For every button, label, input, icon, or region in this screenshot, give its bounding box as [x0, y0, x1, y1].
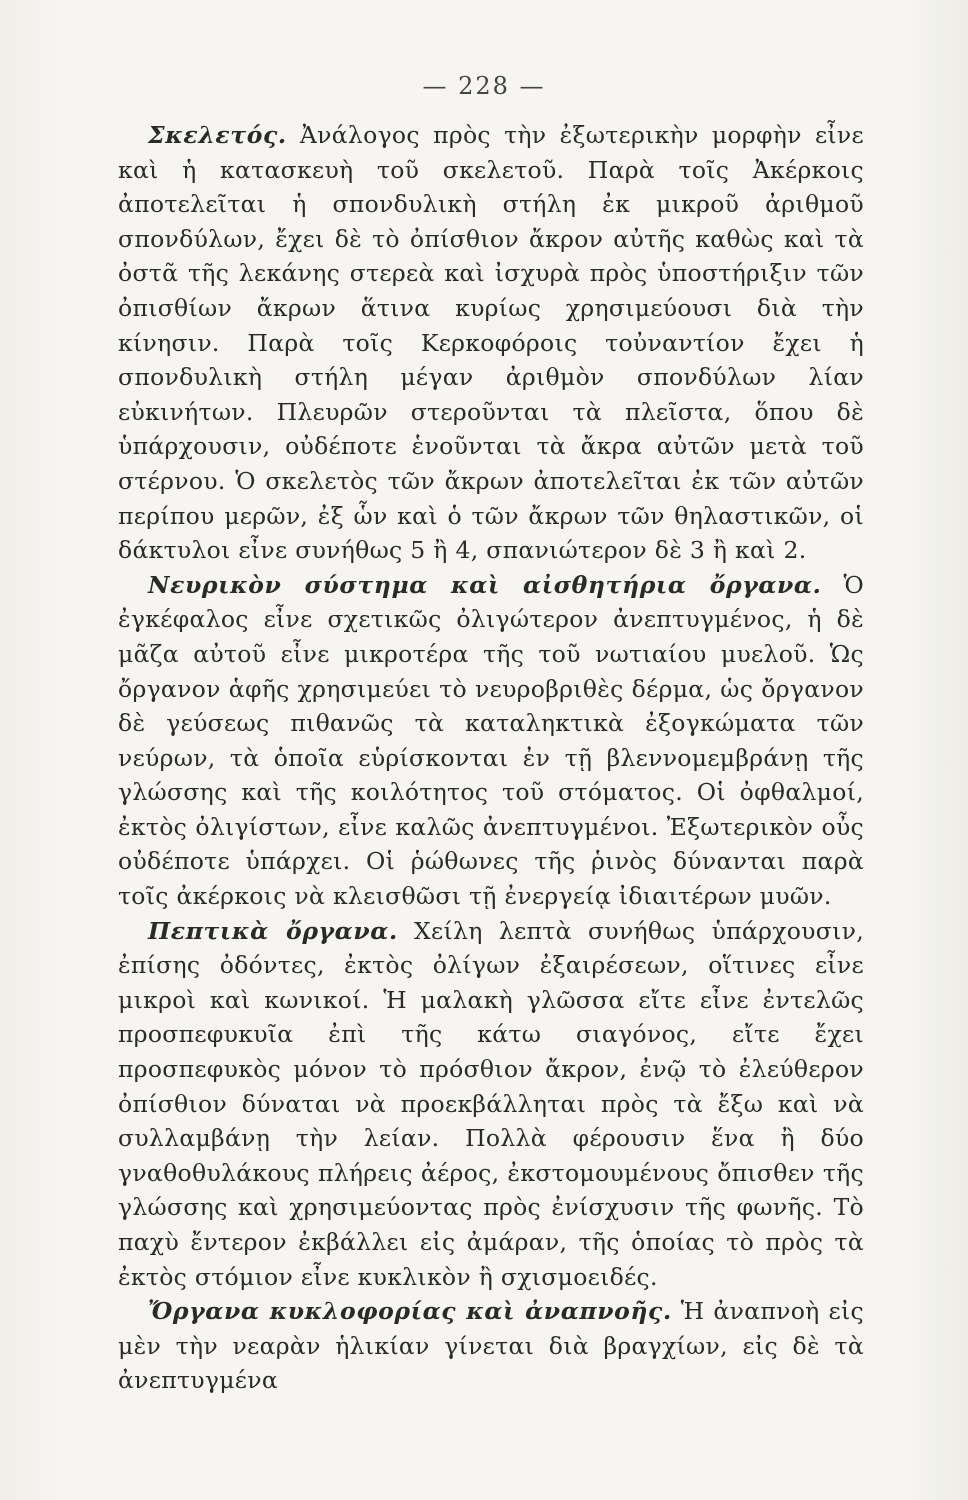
paragraph-circulation-respiration	[118, 1294, 864, 1398]
paragraph-text-circulation-respiration: Ἡ ἀναπνοὴ εἰς μὲν τὴν νεαρὰν ἡλικίαν γίνεται διὰ βραγχίων, εἰς δὲ τὰ ἀνεπτυγμένα	[118, 1297, 864, 1395]
section-heading-skeleton: Σκελετός.	[148, 121, 287, 149]
paragraph-text-digestive-organs: Χείλη λεπτὰ συνήθως ὑπάρχουσιν, ἐπίσης ὀδόντες, ἐκτὸς ὀλίγων ἐξαιρέσεων, οἵτινες εἶνε μικροὶ καὶ κωνικοί. Ἡ μαλακὴ γλῶσσα εἴτε εἶνε ἐντελῶς προσπεφυκυῖα ἐπὶ τῆς κάτω σιαγόνος, εἴτε ἔχει προσπεφυκὸς μόνον τὸ πρόσθιον ἄκρον, ἐνῷ τὸ ἐλεύθερον ὀπίσθιον δύναται νὰ προεκβάλληται πρὸς τὰ ἔξω καὶ νὰ συλλαμβάνῃ τὴν λείαν. Πολλὰ φέρουσιν ἕνα ἢ δύο γναθοθυλάκους πλήρεις ἀέρος, ἐκστομουμένους ὄπισθεν τῆς γλώσσης καὶ χρησιμεύοντας πρὸς ἐνίσχυσιν τῆς φωνῆς. Τὸ παχὺ ἔντερον ἐκβάλλει εἰς ἀμάραν, τῆς ὁποίας τὸ πρὸς τὰ ἐκτὸς στόμιον εἶνε κυκλικὸν ἢ σχισμοειδές.	[118, 916, 864, 1291]
page-body	[118, 118, 864, 1398]
section-heading-nervous-system: Νευρικὸν σύστημα καὶ αἰσθητήρια ὄργανα.	[148, 570, 822, 599]
paragraph-text-skeleton: Ἀνάλογος πρὸς τὴν ἐξωτερικὴν μορφὴν εἶνε καὶ ἡ κατασκευὴ τοῦ σκελετοῦ. Παρὰ τοῖς Ἀκέρκοις ἀποτελεῖται ἡ σπονδυλικὴ στήλη ἐκ μικροῦ ἀριθμοῦ σπονδύλων, ἔχει δὲ τὸ ὀπίσθιον ἄκρον αὐτῆς καθὼς καὶ τὰ ὀστᾶ τῆς λεκάνης στερεὰ καὶ ἰσχυρὰ πρὸς ὑποστήριξιν τῶν ὀπισθίων ἄκρων ἅτινα κυρίως χρησιμεύουσι διὰ τὴν κίνησιν. Παρὰ τοῖς Κερκοφόροις τοὐναντίον ἔχει ἡ σπονδυλικὴ στήλη μέγαν ἀριθμὸν σπονδύλων λίαν εὐκινήτων. Πλευρῶν στεροῦνται τὰ πλεῖστα, ὅπου δὲ ὑπάρχουσιν, οὐδέποτε ἑνοῦνται τὰ ἄκρα αὐτῶν μετὰ τοῦ στέρνου. Ὁ σκελετὸς τῶν ἄκρων ἀποτελεῖται ἐκ τῶν αὐτῶν περίπου μερῶν, ἐξ ὧν καὶ ὁ τῶν ἄκρων τῶν θηλαστικῶν, οἱ δάκτυλοι εἶνε συνήθως 5 ἢ 4, σπανιώτερον δὲ 3 ἢ καὶ 2.	[118, 121, 864, 565]
page-number: — 228 —	[422, 72, 546, 100]
section-heading-circulation-respiration: Ὄργανα κυκλοφορίας καὶ ἀναπνοῆς.	[148, 1297, 672, 1326]
paragraph-skeleton	[118, 118, 864, 568]
paragraph-digestive-organs	[118, 914, 864, 1295]
paragraph-nervous-system	[118, 568, 864, 914]
paragraph-text-nervous-system: Ὁ ἐγκέφαλος εἶνε σχετικῶς ὀλιγώτερον ἀνεπτυγμένος, ἡ δὲ μᾶζα αὐτοῦ εἶνε μικροτέρα τῆς τοῦ νωτιαίου μυελοῦ. Ὡς ὄργανον ἁφῆς χρησιμεύει τὸ νευροβριθὲς δέρμα, ὡς ὄργανον δὲ γεύσεως πιθανῶς τὰ καταληκτικὰ ἐξογκώματα τῶν νεύρων, τὰ ὁποῖα εὑρίσκονται ἐν τῇ βλεννομεμβράνῃ τῆς γλώσσης καὶ τῆς κοιλότητος τοῦ στόματος. Οἱ ὀφθαλμοί, ἐκτὸς ὀλιγίστων, εἶνε καλῶς ἀνεπτυγμένοι. Ἐξωτερικὸν οὖς οὐδέποτε ὑπάρχει. Οἱ ῥώθωνες τῆς ῥινὸς δύνανται παρὰ τοῖς ἀκέρκοις νὰ κλεισθῶσι τῇ ἐνεργείᾳ ἰδιαιτέρων μυῶν.	[118, 570, 865, 911]
section-heading-digestive-organs: Πεπτικὰ ὄργανα.	[148, 916, 398, 945]
